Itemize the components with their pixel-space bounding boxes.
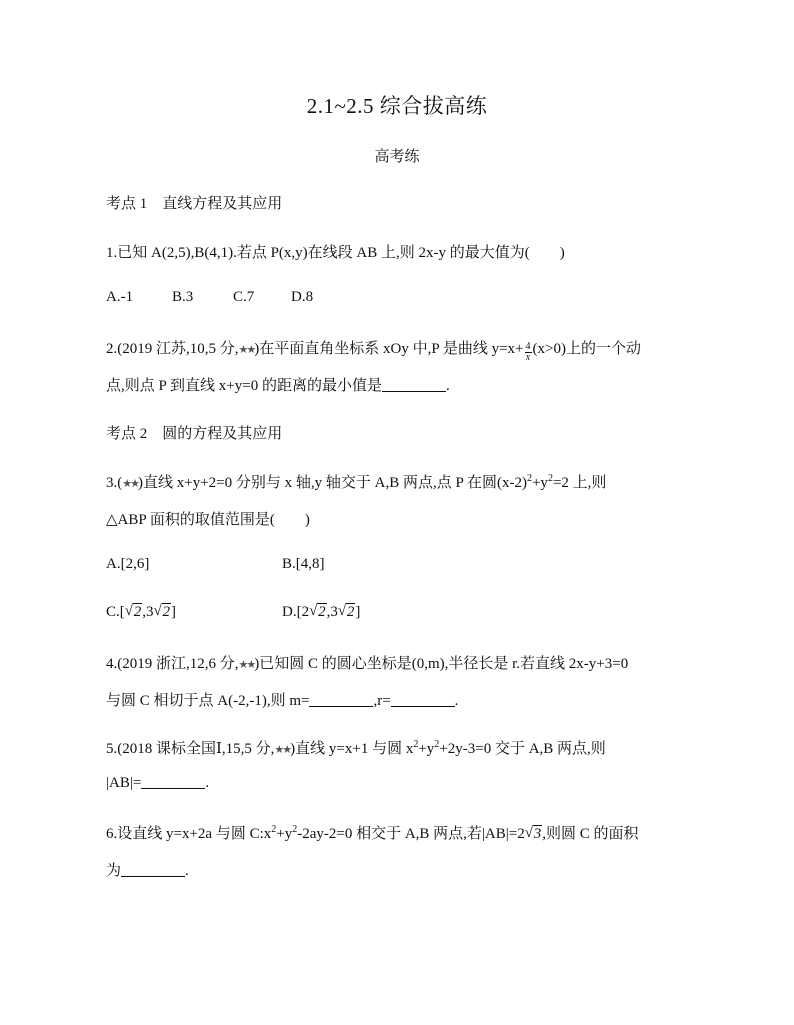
option-c: C.7 [233,289,255,305]
section-heading-1: 考点 1 直线方程及其应用 [106,196,283,212]
section-heading-2: 考点 2 圆的方程及其应用 [106,426,283,442]
question-4-line-2: 与圆 C 相切于点 A(-2,-1),则 m= ,r= . [106,693,459,709]
difficulty-star-icon: ★★ [238,659,255,671]
question-2-line-1: 2.(2019 江苏,10,5 分,★★)在平面直角坐标系 xOy 中,P 是曲线 y=x+ $\frac{4}{x}$ (x>0)上的一个动 [106,341,641,363]
question-5-line-1: 5.(2018 课标全国Ⅰ,15,5 分,★★)直线 y=x+1 与圆 $x^2+y^2+2y-3=0$ 交于 A,B 两点,则 [106,739,606,757]
sqrt-symbol: √ 2 [153,603,170,620]
question-2-line-2: 点,则点 P 到直线 x+y=0 的距离的最小值是 . [106,378,450,394]
answer-blank[interactable] [121,862,185,877]
question-6-line-2: 为 . [106,863,189,879]
option-b: B.3 [172,289,194,305]
page-subtitle: 高考练 [374,149,420,165]
fraction: $\frac{4}{x}$ [525,341,531,363]
option-c: C.[ √ 2,3 √ 2] [106,603,176,620]
option-d: D.[2 √ 2,3 √ 2] [282,603,361,620]
question-3-options-ab [106,556,325,573]
sqrt-symbol: √ 2 [337,603,355,620]
difficulty-star-icon: ★★ [122,478,138,490]
question-3-line-2: △ABP 面积的取值范围是( ) [106,512,310,528]
answer-blank-r[interactable] [391,692,455,707]
page-title: 2.1~2.5 综合拔高练 [306,94,488,118]
question-3-options-cd [106,604,360,621]
answer-blank[interactable] [141,774,205,789]
difficulty-star-icon: ★★ [238,344,255,356]
answer-blank[interactable] [382,377,446,392]
question-4-line-1: 4.(2019 浙江,12,6 分,★★)已知圆 C 的圆心坐标是(0,m),半径长是 r.若直线 2x-y+3=0 [106,656,629,672]
option-a: A.[2,6] [106,556,150,572]
question-6-line-1: 6.设直线 y=x+2a 与圆 $C:x^2+y^2-2ay-2=0$ 相交于 A,B 两点,若|AB|=2 √ 3,则圆 C 的面积 [106,824,639,842]
question-1-options [106,289,313,306]
option-b: B.[4,8] [282,556,325,572]
question-1-text: 1.已知 A(2,5),B(4,1).若点 P(x,y)在线段 AB 上,则 2x-y 的最大值为( ) [106,245,565,261]
option-d: D.8 [291,289,314,305]
sqrt-symbol: √ 2 [309,603,326,620]
question-3-line-1: 3.(★★)直线 x+y+2=0 分别与 x 轴,y 轴交于 A,B 两点,点 P 在圆$(x-2)^2+y^2=2$ 上,则 [106,473,607,491]
sqrt-symbol: √ 2 [124,603,142,620]
question-5-line-2: |AB|= . [106,775,210,791]
option-a: A.-1 [106,289,134,305]
sqrt-symbol: √ 3 [524,825,542,842]
answer-blank-m[interactable] [309,692,373,707]
difficulty-star-icon: ★★ [274,744,291,756]
